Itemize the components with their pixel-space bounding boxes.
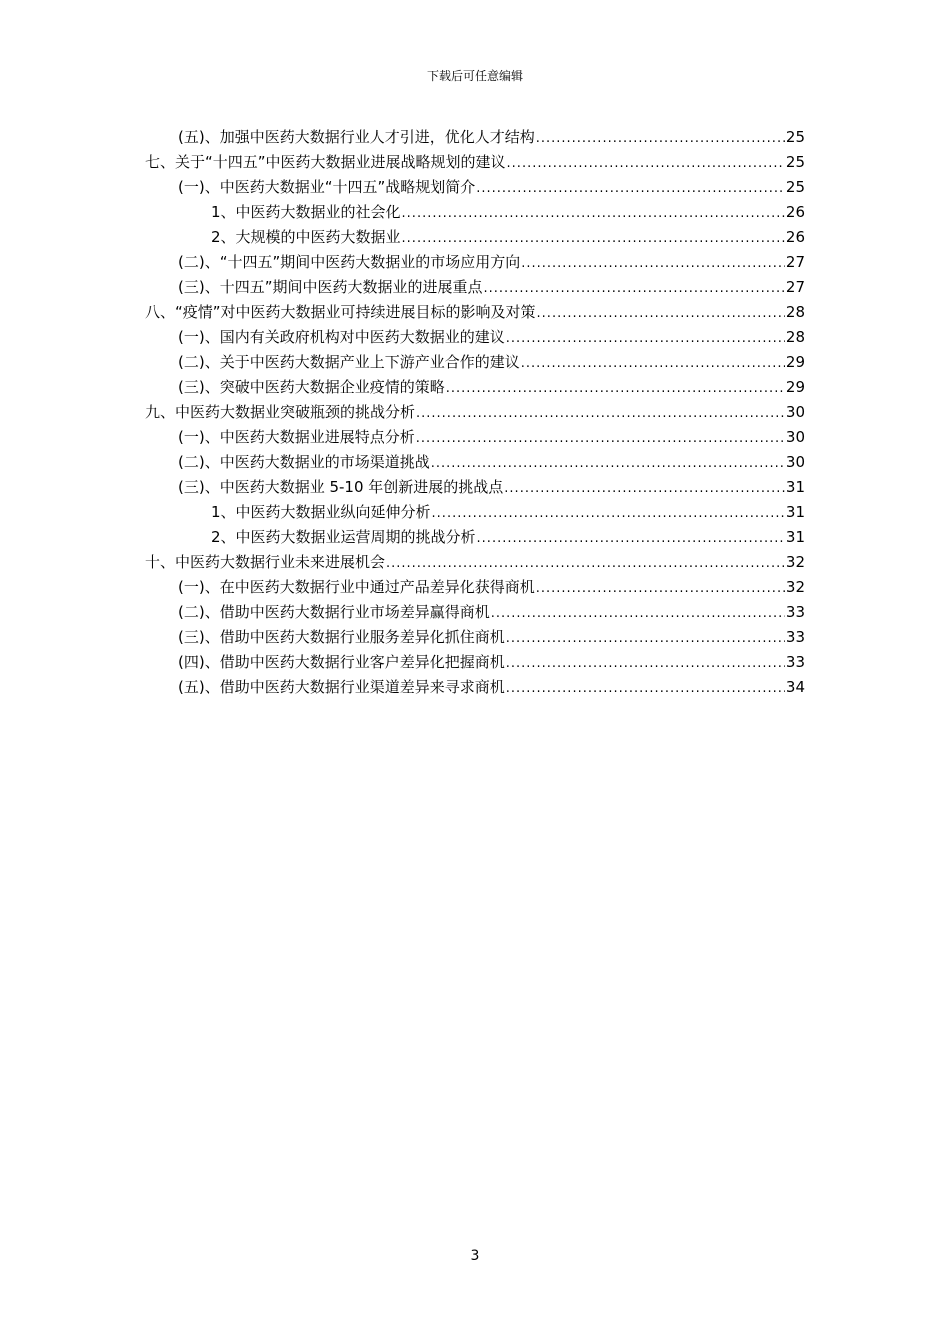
toc-entry-page: 30 (785, 453, 805, 471)
toc-entry[interactable] (178, 325, 805, 350)
toc-dot-leader (537, 301, 785, 326)
toc-entry-page: 26 (785, 203, 805, 221)
toc-entry-page: 32 (785, 553, 805, 571)
toc-entry-page: 30 (785, 428, 805, 446)
toc-entry-page: 31 (785, 503, 805, 521)
toc-entry[interactable] (178, 350, 805, 375)
toc-dot-leader (506, 651, 785, 676)
toc-entry-page: 27 (785, 278, 805, 296)
toc-entry-title: 八、“疫情”对中医药大数据业可持续进展目标的影响及对策 (145, 303, 536, 321)
toc-entry-title: (一)、国内有关政府机构对中医药大数据业的建议 (178, 328, 505, 346)
toc-entry[interactable] (145, 150, 805, 175)
toc-entry[interactable] (178, 175, 805, 200)
toc-entry-title: (三)、借助中医药大数据行业服务差异化抓住商机 (178, 628, 505, 646)
toc-dot-leader (506, 676, 785, 701)
toc-entry-page: 28 (785, 303, 805, 321)
toc-dot-leader (477, 526, 785, 551)
toc-entry-page: 33 (785, 628, 805, 646)
toc-entry[interactable] (211, 225, 805, 250)
toc-entry-page: 31 (785, 478, 805, 496)
toc-entry-title: 2、中医药大数据业运营周期的挑战分析 (211, 528, 476, 546)
toc-entry-title: (一)、中医药大数据业进展特点分析 (178, 428, 415, 446)
toc-entry-page: 28 (785, 328, 805, 346)
toc-dot-leader (386, 551, 785, 576)
toc-entry-page: 26 (785, 228, 805, 246)
toc-entry[interactable] (178, 375, 805, 400)
toc-entry-title: 七、关于“十四五”中医药大数据业进展战略规划的建议 (145, 153, 506, 171)
toc-entry[interactable] (178, 625, 805, 650)
toc-entry-title: 2、大规模的中医药大数据业 (211, 228, 401, 246)
toc-entry-title: (三)、突破中医药大数据企业疫情的策略 (178, 378, 445, 396)
toc-dot-leader (491, 601, 785, 626)
toc-entry-title: 九、中医药大数据业突破瓶颈的挑战分析 (145, 403, 416, 421)
toc-entry-page: 29 (785, 378, 805, 396)
toc-entry-title: (三)、中医药大数据业 5-10 年创新进展的挑战点 (178, 478, 504, 496)
toc-entry[interactable] (178, 250, 805, 275)
toc-entry[interactable] (178, 475, 805, 500)
toc-dot-leader (504, 476, 785, 501)
toc-entry[interactable] (145, 550, 805, 575)
toc-entry-page: 25 (785, 128, 805, 146)
toc-dot-leader (416, 426, 785, 451)
toc-dot-leader (446, 376, 785, 401)
toc-entry[interactable] (211, 500, 805, 525)
toc-entry-title: (五)、借助中医药大数据行业渠道差异来寻求商机 (178, 678, 505, 696)
toc-entry-title: 十、中医药大数据行业未来进展机会 (145, 553, 386, 571)
toc-dot-leader (431, 451, 785, 476)
toc-dot-leader (432, 501, 785, 526)
toc-entry[interactable] (211, 200, 805, 225)
toc-entry-page: 25 (785, 153, 805, 171)
toc-entry-title: (二)、中医药大数据业的市场渠道挑战 (178, 453, 430, 471)
toc-entry-title: (一)、在中医药大数据行业中通过产品差异化获得商机 (178, 578, 535, 596)
toc-entry-page: 33 (785, 653, 805, 671)
toc-entry[interactable] (178, 600, 805, 625)
page-number: 3 (470, 1248, 480, 1264)
toc-entry-title: 1、中医药大数据业的社会化 (211, 203, 401, 221)
toc-entry[interactable] (178, 575, 805, 600)
toc-entry-page: 31 (785, 528, 805, 546)
toc-dot-leader (536, 576, 785, 601)
toc-entry-title: 1、中医药大数据业纵向延伸分析 (211, 503, 431, 521)
toc-entry[interactable] (145, 300, 805, 325)
toc-entry-page: 27 (785, 253, 805, 271)
toc-entry[interactable] (178, 125, 805, 150)
toc-dot-leader (521, 351, 785, 376)
toc-dot-leader (402, 201, 785, 226)
toc-entry-page: 30 (785, 403, 805, 421)
toc-entry[interactable] (178, 275, 805, 300)
toc-entry[interactable] (178, 450, 805, 475)
toc-entry[interactable] (178, 675, 805, 700)
toc-dot-leader (521, 251, 785, 276)
toc-entry[interactable] (178, 650, 805, 675)
toc-entry-title: (四)、借助中医药大数据行业客户差异化把握商机 (178, 653, 505, 671)
toc-dot-leader (416, 401, 785, 426)
toc-entry-page: 32 (785, 578, 805, 596)
toc-dot-leader (402, 226, 785, 251)
toc-entry-page: 34 (785, 678, 805, 696)
toc-entry-title: (二)、关于中医药大数据产业上下游产业合作的建议 (178, 353, 520, 371)
toc-dot-leader (476, 176, 785, 201)
toc-dot-leader (506, 626, 785, 651)
toc-entry-title: (二)、“十四五”期间中医药大数据业的市场应用方向 (178, 253, 521, 271)
toc-dot-leader (536, 126, 785, 151)
toc-entry-title: (三)、十四五”期间中医药大数据业的进展重点 (178, 278, 483, 296)
toc-entry-title: (二)、借助中医药大数据行业市场差异赢得商机 (178, 603, 490, 621)
toc-dot-leader (507, 151, 785, 176)
toc-entry[interactable] (145, 400, 805, 425)
toc-entry-page: 29 (785, 353, 805, 371)
toc-entry[interactable] (178, 425, 805, 450)
toc-entry-page: 33 (785, 603, 805, 621)
toc-entry-title: (一)、中医药大数据业“十四五”战略规划简介 (178, 178, 476, 196)
toc-entry-title: (五)、加强中医药大数据行业人才引进，优化人才结构 (178, 128, 535, 146)
toc-entry-page: 25 (785, 178, 805, 196)
toc-entry[interactable] (211, 525, 805, 550)
page-header: 下载后可任意编辑 (426, 69, 523, 83)
toc-dot-leader (483, 276, 784, 301)
toc-dot-leader (506, 326, 785, 351)
